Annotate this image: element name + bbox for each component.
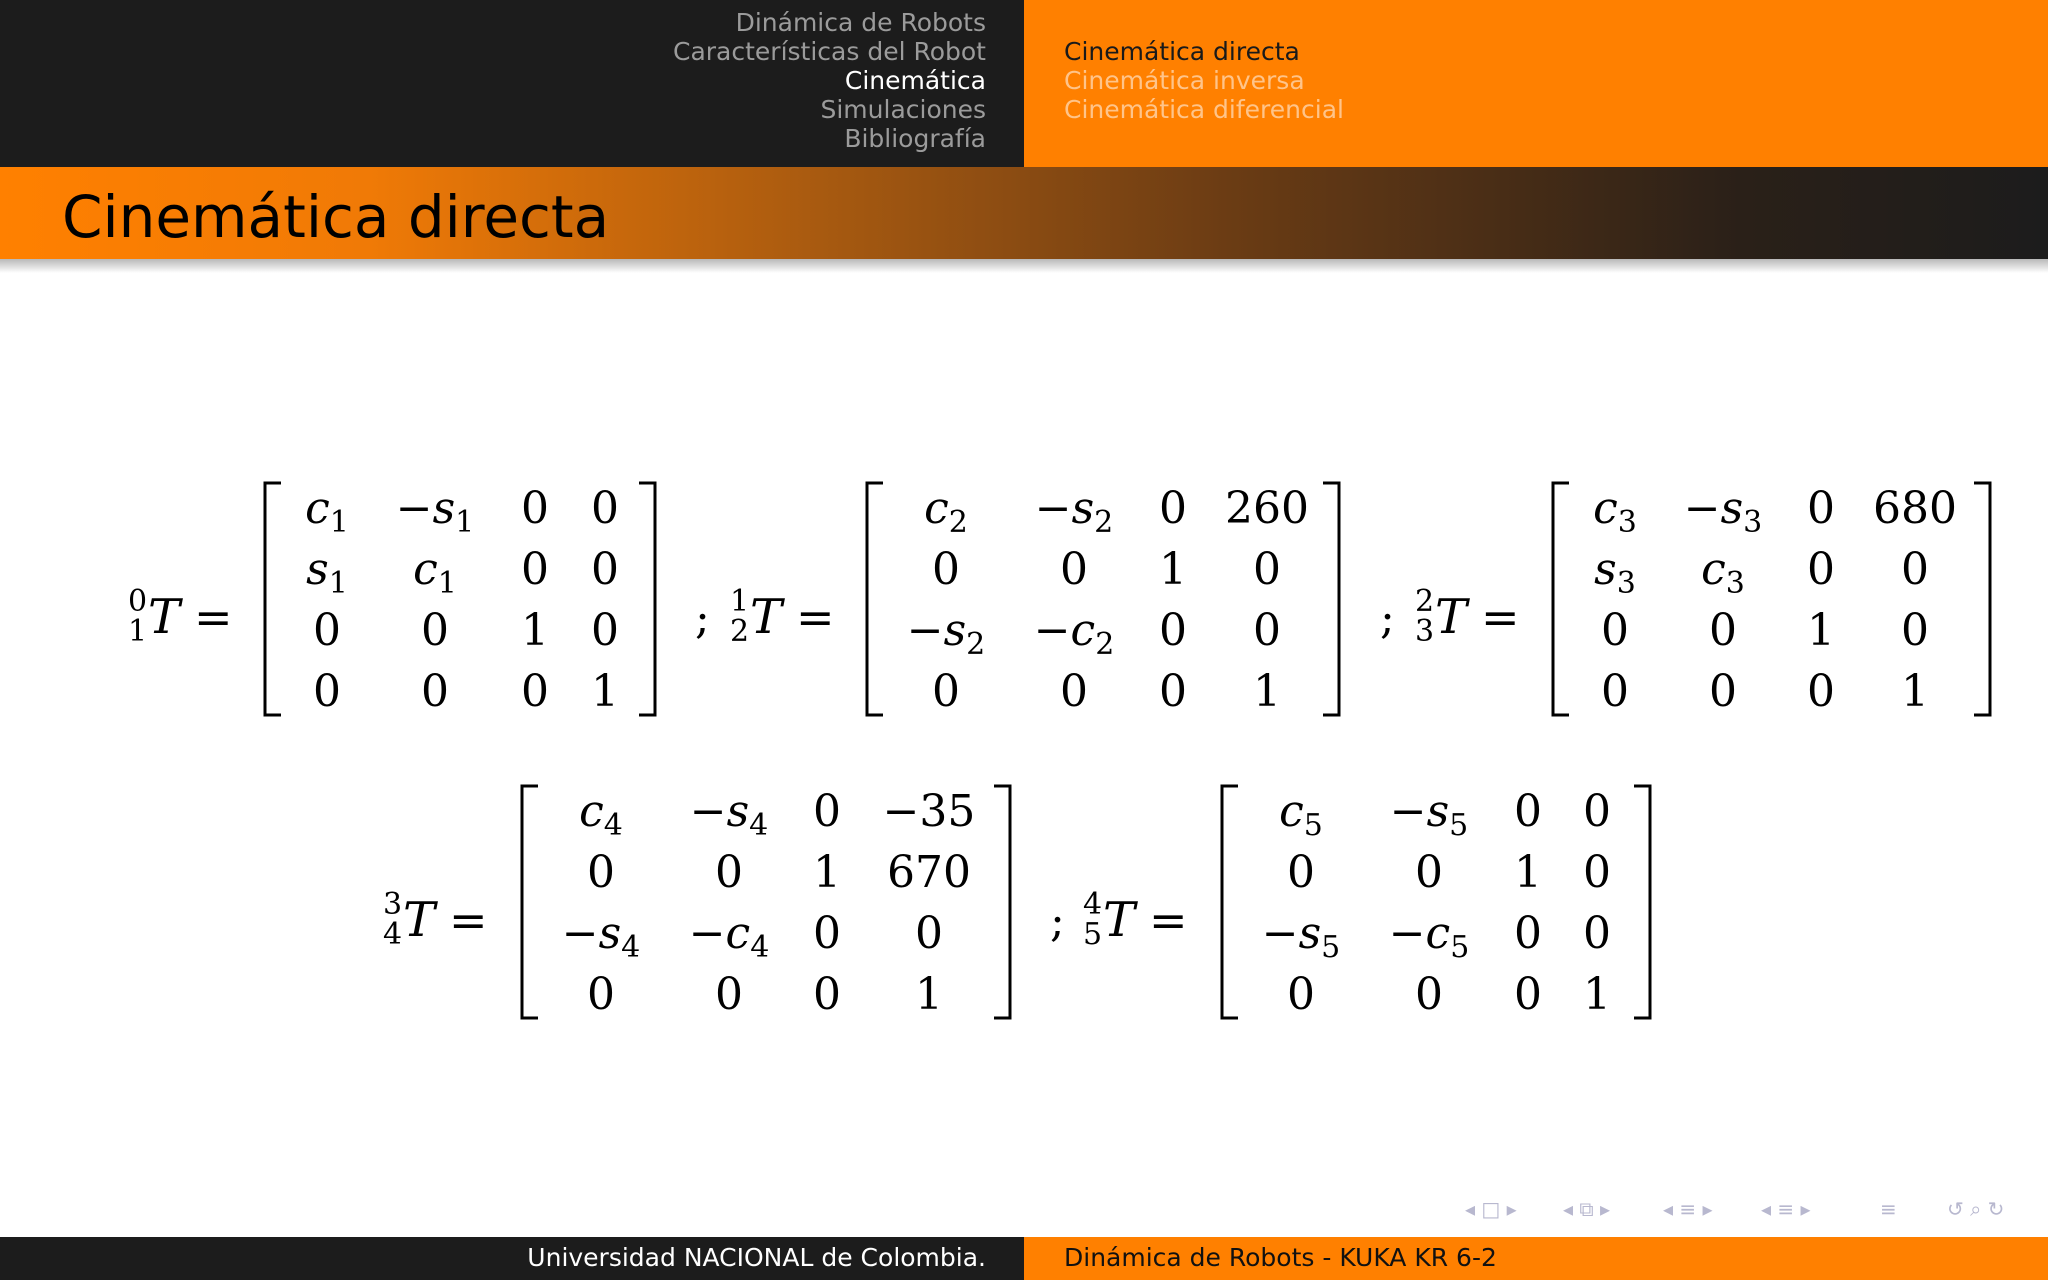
matrix-entry: 1 bbox=[591, 666, 619, 717]
matrix-entry: 0 bbox=[1514, 969, 1542, 1020]
matrix-entry: 0 bbox=[521, 483, 549, 534]
matrix-entry: $-s_5$ bbox=[1389, 786, 1469, 843]
matrix-entry: $c_4$ bbox=[579, 786, 623, 843]
matrix-entry: 0 bbox=[421, 666, 449, 717]
subsection-nav-icon[interactable]: ◂ ⧉ ▸ bbox=[1563, 1197, 1611, 1221]
matrix-entry: 0 bbox=[932, 666, 960, 717]
transform-symbol: T bbox=[750, 589, 783, 645]
section-link-simulaciones[interactable]: Simulaciones bbox=[820, 95, 986, 124]
frame-subscript: 1 bbox=[128, 614, 148, 649]
matrix-entry: 670 bbox=[887, 847, 971, 898]
transform-symbol: T bbox=[1103, 892, 1136, 948]
matrix-entry: 0 bbox=[1807, 483, 1835, 534]
matrix-entry: 0 bbox=[1415, 847, 1443, 898]
matrix-entry: 0 bbox=[1583, 847, 1611, 898]
matrix-right-bracket bbox=[639, 483, 655, 715]
matrix-separator: ; bbox=[1050, 896, 1065, 947]
section-nav-icon[interactable]: ◂ ≡ ▸ bbox=[1663, 1197, 1713, 1221]
matrix-entry: 0 bbox=[1060, 544, 1088, 595]
footer-right bbox=[1024, 1237, 2048, 1280]
matrix-entry: 1 bbox=[521, 605, 549, 656]
subsection-link-inversa[interactable]: Cinemática inversa bbox=[1064, 66, 1305, 95]
frame-subscript: 4 bbox=[383, 917, 403, 952]
matrix-entry: 260 bbox=[1225, 483, 1309, 534]
matrix-entry: 1 bbox=[1514, 847, 1542, 898]
matrix-entry: 1 bbox=[915, 969, 943, 1020]
matrix-entry: 0 bbox=[813, 908, 841, 959]
matrix-entry: 0 bbox=[1709, 666, 1737, 717]
beamer-footline bbox=[0, 1237, 2048, 1280]
equals-sign: = bbox=[1149, 893, 1188, 947]
matrix-entry: 0 bbox=[591, 483, 619, 534]
matrix-entry: $c_3$ bbox=[1593, 483, 1637, 540]
search-icon[interactable]: ↺ ⌕ ↻ bbox=[1947, 1197, 2005, 1221]
matrix-entry: 0 bbox=[1253, 605, 1281, 656]
matrix-separator: ; bbox=[1380, 593, 1395, 644]
matrix-entry: 0 bbox=[587, 847, 615, 898]
subsection-link-diferencial[interactable]: Cinemática diferencial bbox=[1064, 95, 1344, 124]
matrix-entry: 0 bbox=[813, 786, 841, 837]
matrix-entry: 1 bbox=[1583, 969, 1611, 1020]
matrix-entry: 0 bbox=[1583, 908, 1611, 959]
matrix-entry: 0 bbox=[1159, 605, 1187, 656]
matrix-entry: 0 bbox=[1159, 483, 1187, 534]
frame-nav-icon[interactable]: ◂ □ ▸ bbox=[1465, 1197, 1517, 1221]
section-link-cinematica[interactable]: Cinemática bbox=[844, 66, 986, 95]
matrix-entry: 0 bbox=[1601, 605, 1629, 656]
matrix-entry: $c_2$ bbox=[924, 483, 968, 540]
matrix-entry: $-c_2$ bbox=[1033, 605, 1115, 662]
frame-superscript: 1 bbox=[730, 584, 750, 619]
equals-sign: = bbox=[1481, 590, 1520, 644]
section-link-caracteristicas[interactable]: Características del Robot bbox=[673, 37, 986, 66]
matrix-entry: 0 bbox=[1709, 605, 1737, 656]
matrix-entry: 0 bbox=[1901, 605, 1929, 656]
footer-institution: Universidad NACIONAL de Colombia. bbox=[527, 1243, 986, 1272]
frame-title: Cinemática directa bbox=[62, 183, 610, 251]
equals-sign: = bbox=[194, 590, 233, 644]
matrix-entry: 1 bbox=[1159, 544, 1187, 595]
matrix-entry: 0 bbox=[1159, 666, 1187, 717]
matrix-entry: 1 bbox=[1253, 666, 1281, 717]
frame-superscript: 0 bbox=[128, 584, 148, 619]
matrix-entry: 0 bbox=[521, 666, 549, 717]
matrix-right-bracket bbox=[994, 786, 1010, 1018]
matrix-entry: 0 bbox=[1287, 847, 1315, 898]
matrix-entry: $-c_4$ bbox=[688, 908, 770, 965]
matrix-entry: 1 bbox=[1901, 666, 1929, 717]
matrix-entry: $c_1$ bbox=[413, 544, 457, 601]
matrix-entry: $s_3$ bbox=[1594, 544, 1636, 601]
footer-talk-title: Dinámica de Robots - KUKA KR 6-2 bbox=[1064, 1243, 1497, 1272]
matrix-entry: 1 bbox=[813, 847, 841, 898]
matrix-entry: 0 bbox=[1807, 544, 1835, 595]
matrix-entry: $-s_2$ bbox=[1034, 483, 1114, 540]
matrix-entry: $-s_5$ bbox=[1261, 908, 1341, 965]
matrix-entry: 0 bbox=[1415, 969, 1443, 1020]
matrix-entry: $-s_4$ bbox=[689, 786, 769, 843]
matrix-entry: 0 bbox=[313, 605, 341, 656]
footer-left bbox=[0, 1237, 1024, 1280]
matrix-entry: 680 bbox=[1873, 483, 1957, 534]
matrix-entry: 0 bbox=[1807, 666, 1835, 717]
matrix-entry: $-s_3$ bbox=[1683, 483, 1763, 540]
matrix-right-bracket bbox=[1323, 483, 1339, 715]
matrix-left-bracket bbox=[265, 483, 281, 715]
matrix-entry: $-s_1$ bbox=[395, 483, 475, 540]
matrix-entry: 0 bbox=[591, 544, 619, 595]
matrix-entry: $c_3$ bbox=[1701, 544, 1745, 601]
matrix-separator: ; bbox=[695, 593, 710, 644]
matrix-left-bracket bbox=[522, 786, 538, 1018]
matrix-entry: 0 bbox=[1287, 969, 1315, 1020]
matrix-entry: 0 bbox=[521, 544, 549, 595]
equals-sign: = bbox=[796, 590, 835, 644]
matrix-entry: 0 bbox=[421, 605, 449, 656]
transform-symbol: T bbox=[403, 892, 436, 948]
matrix-right-bracket bbox=[1974, 483, 1990, 715]
matrix-entry: $-s_4$ bbox=[561, 908, 641, 965]
matrix-entry: $s_1$ bbox=[306, 544, 348, 601]
matrix-entry: 0 bbox=[587, 969, 615, 1020]
matrix-entry: 0 bbox=[932, 544, 960, 595]
matrix-entry: 0 bbox=[313, 666, 341, 717]
matrix-entry: 0 bbox=[1583, 786, 1611, 837]
matrix-entry: $c_1$ bbox=[305, 483, 349, 540]
matrix-entry: 0 bbox=[1514, 908, 1542, 959]
matrix-left-bracket bbox=[1222, 786, 1238, 1018]
frame-subscript: 3 bbox=[1415, 614, 1435, 649]
matrix-entry: −35 bbox=[882, 786, 976, 837]
matrix-entry: $-c_5$ bbox=[1388, 908, 1470, 965]
matrix-entry: 0 bbox=[1901, 544, 1929, 595]
beamer-navigation-symbols bbox=[1455, 1197, 2045, 1227]
matrix-entry: 0 bbox=[1253, 544, 1281, 595]
frame-subscript: 5 bbox=[1083, 917, 1103, 952]
matrix-entry: 0 bbox=[715, 969, 743, 1020]
matrix-left-bracket bbox=[1553, 483, 1569, 715]
matrix-entry: $c_5$ bbox=[1279, 786, 1323, 843]
align-icon[interactable]: ≡ bbox=[1880, 1197, 1897, 1221]
subsection-link-directa[interactable]: Cinemática directa bbox=[1064, 37, 1300, 66]
frame-superscript: 2 bbox=[1415, 584, 1435, 619]
matrix-right-bracket bbox=[1634, 786, 1650, 1018]
matrix-entry: 1 bbox=[1807, 605, 1835, 656]
transform-symbol: T bbox=[1435, 589, 1468, 645]
matrix-entry: 0 bbox=[1601, 666, 1629, 717]
equals-sign: = bbox=[449, 893, 488, 947]
frame-superscript: 3 bbox=[383, 887, 403, 922]
matrix-entry: 0 bbox=[591, 605, 619, 656]
matrix-entry: 0 bbox=[915, 908, 943, 959]
section-link-dinamica[interactable]: Dinámica de Robots bbox=[735, 8, 986, 37]
document-nav-icon[interactable]: ◂ ≡ ▸ bbox=[1761, 1197, 1811, 1221]
matrix-left-bracket bbox=[867, 483, 883, 715]
frame-subscript: 2 bbox=[730, 614, 750, 649]
matrix-entry: 0 bbox=[813, 969, 841, 1020]
frame-superscript: 4 bbox=[1083, 887, 1103, 922]
matrix-entry: 0 bbox=[715, 847, 743, 898]
matrix-entry: $-s_2$ bbox=[906, 605, 986, 662]
matrix-entry: 0 bbox=[1060, 666, 1088, 717]
section-link-bibliografia[interactable]: Bibliografía bbox=[844, 124, 986, 153]
matrix-entry: 0 bbox=[1514, 786, 1542, 837]
transform-symbol: T bbox=[148, 589, 181, 645]
